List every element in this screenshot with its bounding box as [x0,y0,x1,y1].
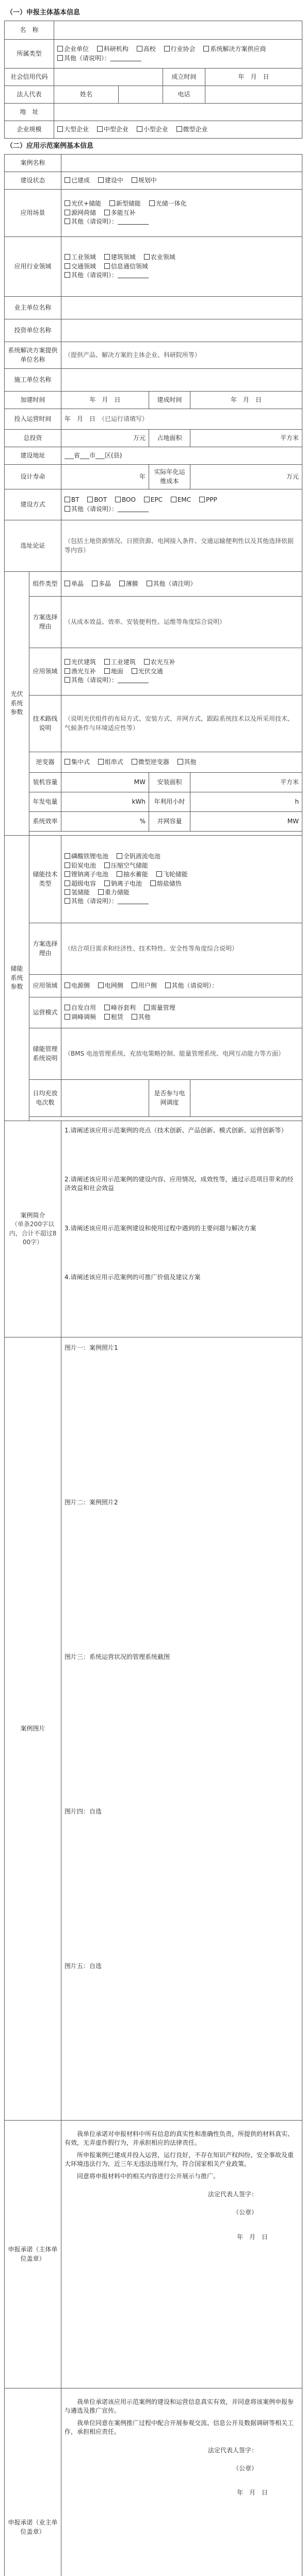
owner-name-value[interactable] [61,297,302,319]
mode-opt[interactable]: EMC [171,496,191,504]
blank-line [118,218,149,225]
run-label: 投入运营时间 [5,409,61,430]
checkbox-icon [65,1005,70,1010]
promise-body [61,2121,302,2388]
intro-item: 4.请阐述该应用示范案例的可推广价值及建议方案 [65,1274,201,1281]
intro-item: 3.请阐述该应用示范案例建设和使用过程中遇到的主要问题与解决方案 [65,1225,256,1232]
blank-line [118,272,149,278]
pv-comp-opt[interactable]: 薄膜 [119,580,138,588]
scale-opt[interactable]: 中型企业 [97,125,128,134]
provider-label: 系统解决方案提供单位名称 [5,342,61,369]
checkbox-icon [65,210,70,215]
pv-hours-label: 年利用小时 [149,792,190,812]
checkbox-icon [65,506,70,512]
done-label: 建成时间 [149,392,190,409]
pv-comp-options [61,572,302,597]
checkbox-icon [104,1005,110,1010]
investor-name-label: 投资单位名称 [5,319,61,342]
invest-label: 总投资 [5,430,61,447]
checkbox-icon [137,126,142,132]
life-value[interactable]: 年 [61,465,149,489]
area-label: 占地面积 [149,430,190,447]
es-model-opt[interactable]: 需量管理 [144,1004,175,1012]
es-tech-opt[interactable]: 飞轮储能 [156,870,188,879]
form-document [4,5,302,2576]
intro-label-cell [5,1121,61,1337]
photo-area[interactable] [61,1337,302,2121]
es-tech-opt[interactable]: 熔盐储热 [150,879,182,888]
scene-opt[interactable]: 光伏+储能 [65,199,101,208]
industry-label: 应用行业领域 [5,237,61,297]
pv-inverter-label: 逆变器 [29,752,61,773]
mode-opt[interactable]: BOT [87,496,107,504]
pv-field-opt[interactable]: 光伏交通 [132,667,163,676]
checkbox-icon [147,581,152,586]
checkbox-icon [65,898,70,904]
checkbox-icon [97,126,103,132]
seal-2: （公章） [233,2464,258,2472]
site-label: 选址论证 [5,520,61,572]
checkbox-icon [109,200,115,206]
start-value[interactable]: 年 月 日 [61,392,149,409]
intro-items[interactable] [61,1121,302,1337]
scene-label: 应用场景 [5,190,61,237]
checkbox-icon [65,889,70,895]
done-value[interactable]: 年 月 日 [190,392,302,409]
checkbox-icon [65,200,70,206]
pv-comp-opt[interactable]: 其他（请注明） [147,580,197,588]
es-bms-label: 储能管理系统说明 [29,1028,61,1080]
section-2-header: （二）应用示范案例基本信息 [6,142,94,150]
pv-cap-value[interactable]: MW [61,773,149,792]
checkbox-icon [132,177,137,183]
es-field-opt-other[interactable]: 其他（请说明）： [165,981,218,990]
type-opt[interactable]: 企业单位 [57,45,89,54]
photo-slot: 图片五：自选 [65,1962,102,1970]
es-cycle-label: 日均充放电次数 [29,1080,61,1117]
pv-field-opt[interactable]: 渔光互补 [65,667,96,676]
intro-item: 1.请阐述该应用示范案例的亮点（技术创新、产品创新、模式创新、运营创新等） [65,1127,287,1134]
es-group-label: 储能系统参数 [5,836,29,1121]
legal-sign[interactable]: 法定代表人签字： [208,2190,258,2198]
checkbox-icon [104,880,110,886]
checkbox-icon [65,263,70,269]
type-opt[interactable]: 行业协会 [164,45,196,54]
sys-label: 系统效率 [29,812,61,832]
checkbox-icon [165,982,171,988]
pv-hours-value[interactable]: h [190,792,302,812]
es-tech-opt[interactable]: 超级电容 [65,879,96,888]
checkbox-icon [65,853,70,859]
pv-gen-label: 年发电量 [29,792,61,812]
pv-inverter-opt[interactable]: 集中式 [65,758,90,767]
blank-line [110,55,141,61]
founded-value[interactable]: 年 月 日 [205,69,302,86]
checkbox-icon [65,862,70,868]
life-label: 设计寿命 [5,465,61,489]
es-tech-opt[interactable]: 全钒液流电池 [117,852,160,861]
es-dispatch-label: 是否参与电网调度 [149,1080,190,1117]
checkbox-icon [132,1014,137,1020]
es-model-opt[interactable]: 其他 [132,1013,151,1022]
pv-tech-label: 技术路线说明 [29,696,61,752]
checkbox-icon [65,177,70,183]
status-opt[interactable]: 规划中 [132,176,157,185]
es-dispatch-value[interactable] [190,1080,302,1117]
es-field-options [61,975,302,997]
checkbox-icon [117,853,122,859]
scene-options [61,190,302,237]
pv-inverter-opt[interactable]: 微型逆变器 [132,758,169,767]
case-info-table [4,154,302,2576]
legal-name-label: 姓名 [54,86,119,104]
checkbox-icon [57,55,63,61]
scale-opt[interactable]: 大型企业 [57,125,89,134]
checkbox-icon [57,46,63,52]
promise2-para: 我单位同意在案例推广过程中配合开展参观交流、信息公开及数据调研等相关工作，承担相应责任。 [65,2419,294,2436]
pv-choose-label: 方案选择理由 [29,597,61,648]
checkbox-icon [144,1005,150,1010]
status-opt[interactable]: 已建成 [65,176,90,185]
es-tech-opt[interactable]: 铅炭电池 [65,861,96,870]
checkbox-icon [137,46,142,52]
promise-para: 所申报案例已建成并投入运营，运行良好，不存在知识产权纠纷、安全事故及重大环境违法行为，近三年无违法违规行为，符合国家相关产业政策。 [65,2151,294,2168]
checkbox-icon [144,659,150,665]
checkbox-icon [65,272,70,278]
mode-opt[interactable]: PPP [199,496,217,504]
cost-value[interactable]: 万元 [190,465,302,489]
case-name-label: 案例名称 [5,155,61,172]
es-tech-opt[interactable]: 压缩空气储能 [104,861,148,870]
phone-label: 电话 [163,86,205,104]
promise-date[interactable]: 年 月 日 [237,2233,268,2241]
checkbox-icon [65,677,70,683]
es-bms-hint[interactable]: （BMS 电池管理系统、充放电策略控制、能量管理系统、电网互动能力等方面） [61,1028,302,1080]
industry-opt[interactable]: 工业领域 [65,253,96,262]
pv-field-opt-other[interactable]: 其他（请说明）： [65,676,149,685]
type-opt[interactable]: 系统解决方案供应商 [203,45,266,54]
builder-label: 施工单位名称 [5,369,61,392]
checkbox-icon [87,497,93,502]
es-model-opt[interactable]: 峰谷套利 [104,1004,136,1012]
pv-field-opt[interactable]: 工业建筑 [104,658,136,667]
scene-opt[interactable]: 光储一体化 [149,199,187,208]
scale-options [54,121,302,139]
checkbox-icon [149,200,155,206]
checkbox-icon [65,871,70,877]
promise2-body [61,2388,302,2576]
type-label: 所属类型 [5,40,54,69]
es-tech-opt[interactable]: 氢储能 [65,888,90,897]
address-value[interactable] [54,104,302,121]
credit-label: 社会信用代码 [5,69,54,86]
case-name-value[interactable] [61,155,302,172]
photo-slot: 图片一：案例照片1 [65,1344,118,1351]
pv-inverter-opt[interactable]: 组串式 [98,758,123,767]
checkbox-icon [132,982,137,988]
checkbox-icon [65,497,70,502]
checkbox-icon [178,759,183,765]
sys-value[interactable]: % [61,812,149,832]
legal-sign-2[interactable]: 法定代表人签字： [208,2446,258,2454]
es-tech-opt[interactable]: 抽水蓄能 [117,870,148,879]
cost-label: 实际年化运维成本 [149,465,190,489]
checkbox-icon [156,871,162,877]
checkbox-icon [104,263,110,269]
checkbox-icon [97,46,103,52]
pv-area-label: 安装面积 [149,773,190,792]
es-tech-opt-other[interactable]: 其他（请说明）： [65,897,149,906]
photo-slot: 图片二：案例照片2 [65,1499,118,1506]
founded-label: 成立时间 [163,69,205,86]
invest-value[interactable]: 万元 [61,430,149,447]
promise-para: 我单位承诺对申报材料中所有信息的真实性和准确性负责，所提供的材料真实、有效，无弄虚作假行为，并承担相应的法律责任。 [65,2130,294,2147]
promise-label: 申报承诺（主体单位盖章） [5,2121,61,2388]
status-options [61,172,302,190]
checkbox-icon [65,254,70,260]
checkbox-icon [144,254,150,260]
scale-label: 企业规模 [5,121,54,139]
legal-name-value[interactable] [119,86,163,104]
basic-info-table [4,21,302,139]
industry-opt[interactable]: 交通领域 [65,262,96,271]
promise-para: 同意将申报材料中的相关内容进行公开展示与推广。 [77,2172,220,2180]
spacer-row [29,832,302,836]
pv-field-opt[interactable]: 地面 [104,667,123,676]
pv-group-label: 光伏系统参数 [5,572,29,836]
checkbox-icon [65,880,70,886]
checkbox-icon [98,177,104,183]
grid-value[interactable]: MW [190,812,302,832]
phone-value[interactable] [205,86,302,104]
mode-label: 建设方式 [5,489,61,520]
investor-name-value[interactable] [61,319,302,342]
promise2-para: 我单位承诺该应用示范案例的建设和运营信息真实有效，并同意将该案例申报参与遴选及推广宣传。 [65,2398,294,2415]
scale-opt[interactable]: 微型企业 [176,125,208,134]
scale-opt[interactable]: 小型企业 [137,125,168,134]
mode-opt[interactable]: BOO [115,496,136,504]
type-opt-other[interactable]: 其他（请说明）： [57,54,141,63]
es-tech-opt[interactable]: 钠离子电池 [104,879,142,888]
checkbox-icon [57,126,63,132]
photo-label: 案例图片 [5,1337,61,2121]
es-model-opt[interactable]: 自发自用 [65,1004,96,1012]
pv-cap-label: 装机容量 [29,773,61,792]
checkbox-icon [171,497,176,502]
es-field-label: 应用领域 [29,975,61,997]
checkbox-icon [98,889,104,895]
industry-opt[interactable]: 建筑领域 [104,253,136,262]
es-choose-label: 方案选择理由 [29,923,61,975]
location-label: 建设地址 [5,447,61,465]
photo-slot: 图片四：自选 [65,1808,102,1815]
seal: （公章） [233,2209,258,2216]
checkbox-icon [65,218,70,224]
checkbox-icon [104,1014,110,1020]
credit-value[interactable] [54,69,163,86]
es-field-opt[interactable]: 电源侧 [65,981,90,990]
es-field-opt[interactable]: 电网侧 [98,981,123,990]
mode-opt[interactable]: BT [65,496,79,504]
pv-field-opt[interactable]: 光伏建筑 [65,658,96,667]
scene-opt[interactable]: 多能互补 [104,209,136,217]
checkbox-icon [104,668,110,674]
status-opt[interactable]: 建设中 [98,176,123,185]
pv-area-value[interactable]: 平方米 [190,773,302,792]
pv-inverter-opt[interactable]: 其他 [178,758,197,767]
checkbox-icon [104,659,110,665]
intro-item: 2.请阐述该应用示范案例的建设内容、应用情况、成效性等，通过示范项目带来的经济效益和社会效益 [65,1176,294,1192]
industry-opt[interactable]: 农业领域 [144,253,175,262]
owner-name-label: 业主单位名称 [5,297,61,319]
promise2-date[interactable]: 年 月 日 [237,2489,268,2497]
builder-value[interactable] [61,369,302,392]
intro-sub: （单条200字以内，合计不超过800字） [9,1221,57,1246]
checkbox-icon [65,659,70,665]
checkbox-icon [150,880,156,886]
blank-line [118,505,149,512]
mode-opt[interactable]: EPC [144,496,163,504]
pv-comp-label: 组件类型 [29,572,61,597]
location-value[interactable]: ___省___市___区(县) [61,447,302,465]
pv-gen-value[interactable]: kWh [61,792,149,812]
pv-tech-hint[interactable]: （说明光伏组件的布局方式、安装方式、并网方式、跟踪系统技术以及所采用技术、气候条件与环境适应性等） [61,696,302,752]
checkbox-icon [65,1014,70,1020]
checkbox-icon [144,497,150,502]
type-options [54,40,302,69]
name-value[interactable] [54,21,302,40]
checkbox-icon [104,210,110,215]
status-label: 建设状态 [5,172,61,190]
checkbox-icon [176,126,182,132]
area-value[interactable]: 平方米 [190,430,302,447]
checkbox-icon [104,254,110,260]
es-model-opt[interactable]: 调峰调频 [65,1013,96,1022]
es-model-label: 运营模式 [29,997,61,1028]
checkbox-icon [117,871,122,877]
industry-opt-other[interactable]: 其他（请说明）： [65,271,149,280]
pv-choose-hint[interactable]: （从成本效益、效率、安装便利性、运维等角度综合说明） [61,597,302,648]
checkbox-icon [104,862,110,868]
checkbox-icon [98,759,104,765]
pv-inverter-options [61,752,302,773]
es-tech-opt[interactable]: 磷酸铁锂电池 [65,852,108,861]
pv-field-opt[interactable]: 农光互补 [144,658,175,667]
pv-field-options [61,648,302,696]
name-label: 名 称 [5,21,54,40]
intro-label: 案例简介 [20,1211,45,1219]
scene-opt-other[interactable]: 其他（请说明）： [65,217,149,226]
checkbox-icon [65,982,70,988]
address-label: 地 址 [5,104,54,121]
es-field-opt[interactable]: 用户侧 [132,981,157,990]
checkbox-icon [115,497,121,502]
scene-opt[interactable]: 源网荷储 [65,209,96,217]
run-value[interactable]: 年 月 日 （已运行请填写） [61,409,302,430]
pv-comp-opt[interactable]: 单晶 [65,580,84,588]
es-model-options [61,997,302,1028]
checkbox-icon [199,497,205,502]
checkbox-icon [65,581,70,586]
legal-label: 法人代表 [5,86,54,104]
checkbox-icon [164,46,170,52]
es-choose-hint[interactable]: （结合项目需求和经济性、技术特性、安全性等角度综合说明） [61,923,302,975]
es-tech-label: 储能技术类型 [29,836,61,923]
es-tech-options [61,836,302,923]
industry-opt[interactable]: 信息通信领域 [104,262,148,271]
grid-label: 并网容量 [149,812,190,832]
es-cycle-value[interactable] [61,1080,149,1117]
provider-hint[interactable]: （提供产品、解决方案的主体企业、科研院所等） [61,342,302,369]
section-1-header: （一）申报主体基本信息 [6,9,80,16]
type-opt[interactable]: 高校 [137,45,156,54]
checkbox-icon [119,581,125,586]
spacer-row [29,1117,302,1121]
scene-opt[interactable]: 新型储能 [109,199,141,208]
checkbox-icon [65,759,70,765]
pv-field-label: 应用领域 [29,648,61,696]
blank-line [118,897,149,904]
checkbox-icon [132,759,137,765]
photo-slot: 图片三：系统运营状况的管理系统截图 [65,1653,170,1660]
checkbox-icon [92,581,98,586]
start-label: 加建时间 [5,392,61,409]
mode-options [61,489,302,520]
checkbox-icon [132,668,137,674]
es-model-opt[interactable]: 租赁 [104,1013,123,1022]
site-hint[interactable]: （包括土地资源情况、日照资源、电网接入条件、交通运输便利性以及其他选择依据等内容） [61,520,302,572]
checkbox-icon [98,982,104,988]
es-tech-opt[interactable]: 重力储能 [98,888,130,897]
industry-options [61,237,302,297]
blank-line [118,676,149,683]
pv-comp-opt[interactable]: 多晶 [92,580,111,588]
type-opt[interactable]: 科研机构 [97,45,128,54]
promise2-label: 申报承诺（业主单位盖章） [5,2388,61,2576]
mode-opt-other[interactable]: 其他（请说明）： [65,505,149,514]
es-tech-opt[interactable]: 锂钠离子电池 [65,870,108,879]
checkbox-icon [203,46,209,52]
checkbox-icon [65,668,70,674]
